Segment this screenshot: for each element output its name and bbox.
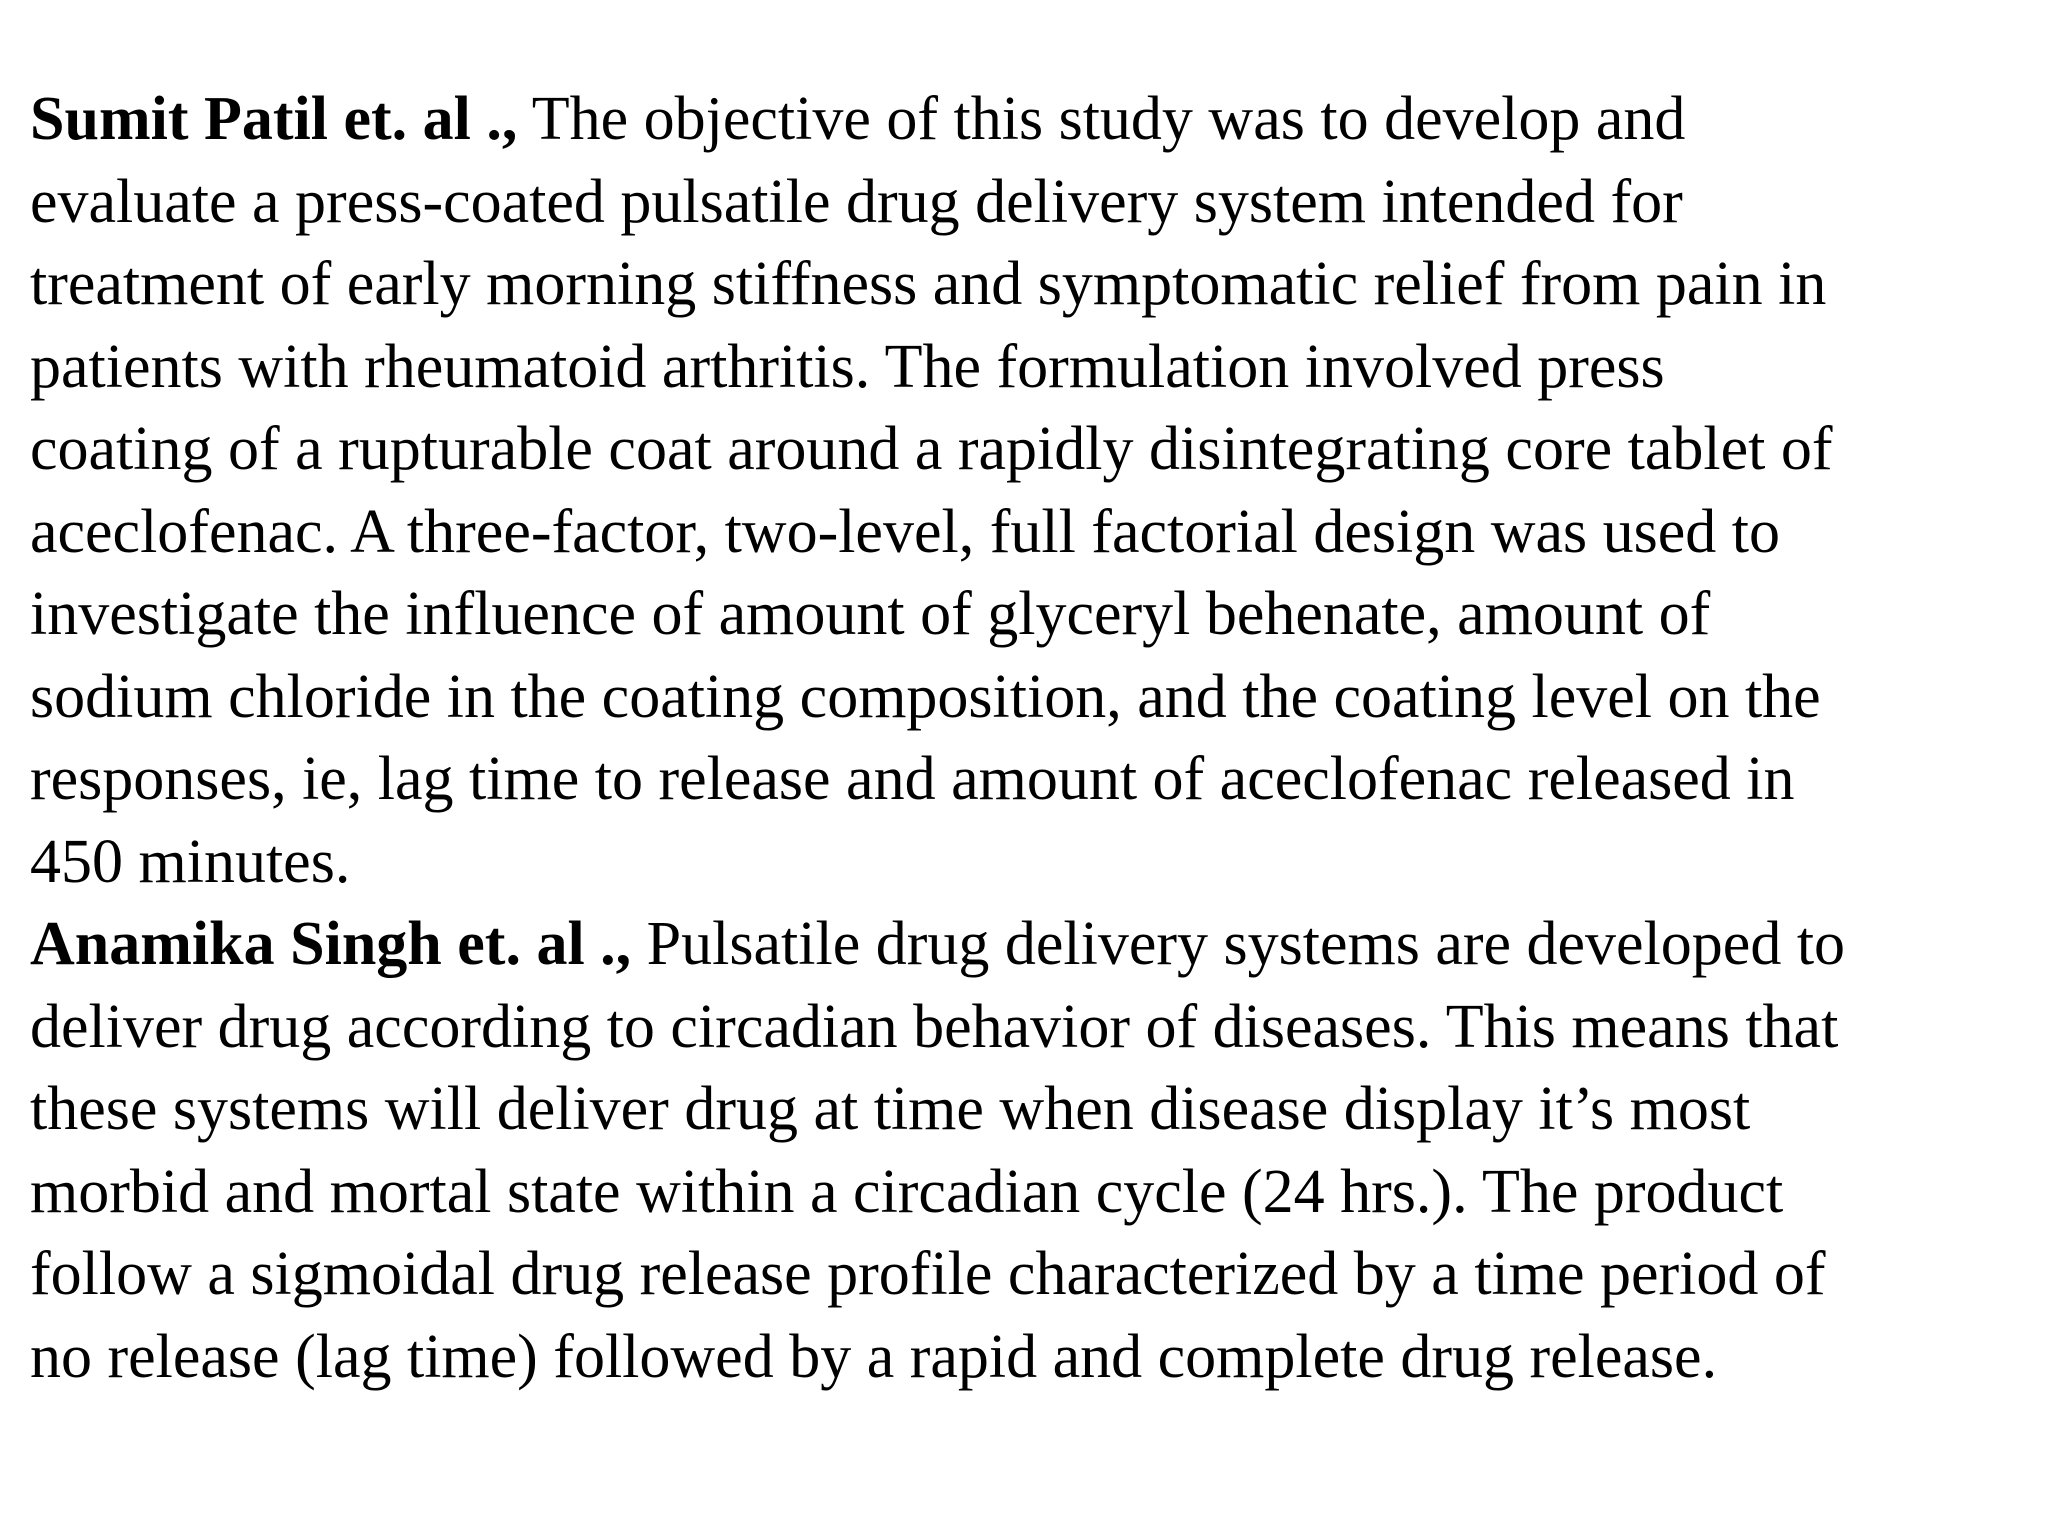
text-line: treatment of early morning stiffness and symptomatic relief from pain in — [30, 250, 1827, 318]
paragraph-anamika-singh — [30, 903, 2030, 1398]
text-line: deliver drug according to circadian behavior of diseases. This means that — [30, 992, 1839, 1061]
document-body — [30, 78, 2030, 1398]
paragraph-sumit-patil — [30, 78, 2030, 903]
text-line: these systems will deliver drug at time when disease display it’s most — [30, 1075, 1751, 1143]
text-line: no release (lag time) followed by a rapid and complete drug release. — [30, 1322, 1718, 1391]
text-line — [30, 78, 2030, 161]
text-line: responses, ie, lag time to release and amount of aceclofenac released in — [30, 745, 1795, 813]
author-name: Anamika Singh et. al ., — [30, 910, 632, 978]
text-run: Pulsatile drug delivery systems are developed to — [631, 910, 1846, 978]
text-line: follow a sigmoidal drug release profile characterized by a time period of — [30, 1240, 1826, 1308]
text-line: aceclofenac. A three-factor, two-level, full factorial design was used to — [30, 497, 1780, 566]
text-line: patients with rheumatoid arthritis. The formulation involved press — [30, 332, 1665, 401]
text-run: The objective of this study was to develop and — [517, 85, 1686, 153]
text-line: coating of a rupturable coat around a rapidly disintegrating core tablet of — [30, 415, 1833, 483]
text-line: 450 minutes. — [30, 827, 351, 896]
text-line: sodium chloride in the coating composition, and the coating level on the — [30, 662, 1821, 731]
text-line: investigate the influence of amount of glyceryl behenate, amount of — [30, 580, 1711, 648]
text-line: morbid and mortal state within a circadian cycle (24 hrs.). The product — [30, 1157, 1784, 1226]
text-line — [30, 903, 2030, 986]
author-name: Sumit Patil et. al ., — [30, 85, 518, 153]
text-line: evaluate a press-coated pulsatile drug delivery system intended for — [30, 167, 1683, 236]
